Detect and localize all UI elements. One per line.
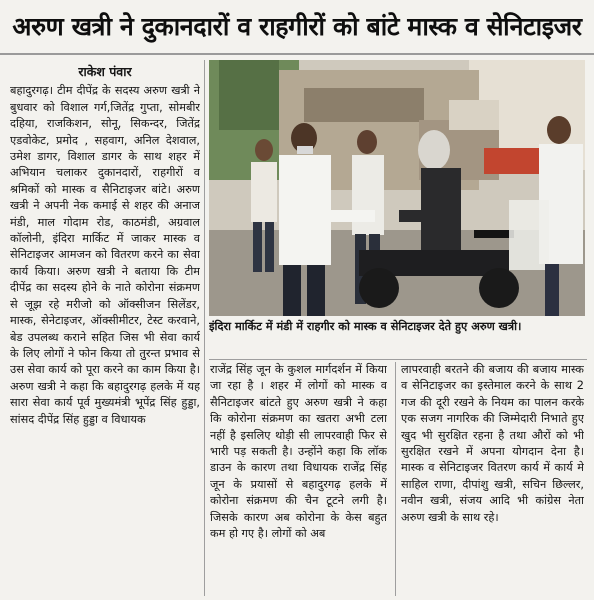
right-column (401, 362, 584, 594)
headline: अरुण खत्री ने दुकानदारों व राहगीरों को बांटे मास्क व सेनिटाइजर (12, 12, 582, 41)
column-divider (204, 60, 205, 596)
byline: राकेश पंवार (78, 64, 132, 79)
article-text-right: लापरवाही बरतने की बजाय की बजाय मास्क व सेनिटाइजर का इस्तेमाल करने के साथ 2 गज की दूरी रखने के नियम का पालन करके एक सजग नागरिक की जिम्मेदारी निभाते हुए खुद भी सुरक्षित रहना है तथा औरों को भी सुरक्षित रखने में अपना योगदान देना है। मास्क व सेनिटाइजर वितरण कार्य में कार्य मे साहिल राणा, दीपांशु खत्री, सचिन छिल्लर, नवीन खत्री, संजय आदि भी कांग्रेस नेता अरुण खत्री के साथ रहे। (401, 363, 584, 524)
article-text-middle: राजेंद्र सिंह जून के कुशल मार्गदर्शन में किया जा रहा है । शहर में लोगों को मास्क व सैनिटाइजर बांटते हुए अरुण खत्री ने कहा कि कोरोना संक्रमण का खतरा अभी टला नहीं है इसलिए थोड़ी सी लापरवाही फिर से भारी पड़ सकती है। उन्होंने कहा कि लॉक डाउन के कारण तथा विधायक राजेंद्र सिंह जून के प्रयासों से बहादुरगढ़ हलके में कोरोना संक्रमण की चैन टूटने लगी है। जिसके कारण अब कोरोना के केस बहुत कम हो गए है। लोगों को अब (210, 363, 387, 541)
middle-column (210, 362, 387, 594)
article-text-left: बहादुरगढ़। टीम दीपेंद्र के सदस्य अरुण खत्री ने बुधवार को विशाल गर्ग,जितेंद्र गुप्ता, सोमबीर दहिया, राजकिशन, सोनू, सिकन्दर, जितेंद्र एडवोकेट, प्रमोद , सहवाग, अनिल देशवाल, उमेश डागर, विशाल डागर के साथ शहर में अभियान चलाकर दुकानदारों, राहगीरों व श्रमिकों को मास्क व सैनिटाइजर बांटे। अरुण खत्री ने अपनी नेक कमाई से शहर की अनाज मंडी, माल गोदाम रोड, काठमंडी, अग्रवाल कॉलोनी, इंदिरा मार्किट में जाकर मास्क व सेनिटाइजर आमजन को वितरण करने का सेवा कार्य किया। अरुण खत्री ने बताया कि टीम दीपेंद्र का सदस्य होने के नाते कोरोना संक्रमण से जूझ रहे मरीजो को ऑक्सीजन सिलेंडर, मास्क, सेनेटाइजर, ऑक्सीमीटर, टेस्ट करवाने, बेड उपलब्ध कराने सहित जिस भी सेवा कार्य के लिए लोगों ने फोन किया तो तुरन्त प्रभाव से उस सेवा कार्य को पूरा करने का काम किया है। अरुण खत्री ने कहा कि बहादुरगढ़ हलके में यह सारा सेवा कार्य पूर्व मुख्यमंत्री भूपेंद्र सिंह हुड्डा, सांसद दीपेंद्र सिंह हुड्डा व विधायक (10, 84, 200, 426)
photo-caption: इंदिरा मार्किट में मंडी में राहगीर को मास्क व सेनिटाइजर देते हुए अरुण खत्री। (209, 320, 522, 333)
left-column (10, 64, 200, 594)
caption-divider (209, 359, 587, 360)
headline-rule (0, 53, 594, 55)
news-photo (209, 60, 585, 316)
column-divider-2 (395, 362, 396, 596)
